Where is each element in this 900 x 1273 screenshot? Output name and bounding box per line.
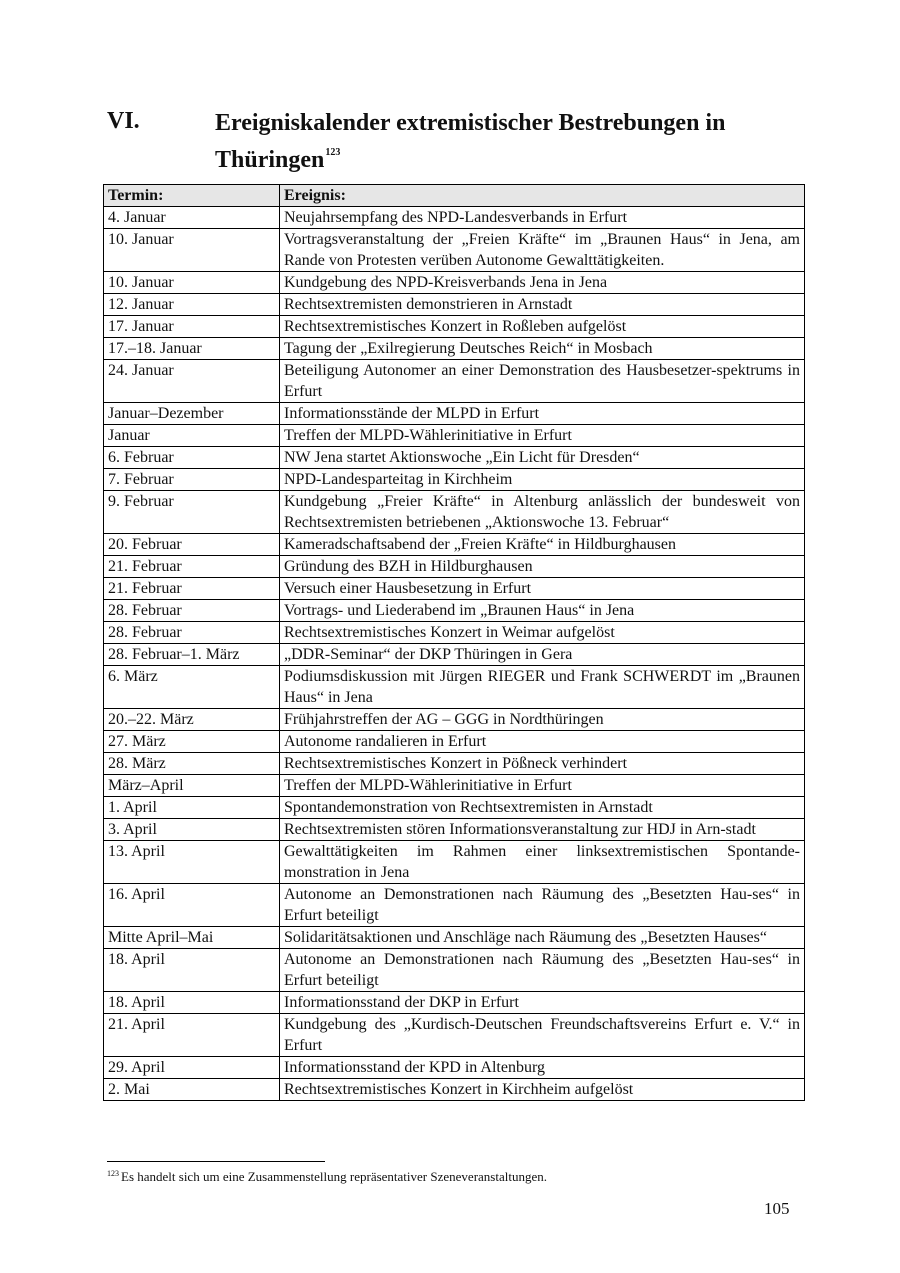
event-date: 20.–22. März [104,709,280,731]
table-row [104,229,805,272]
table-row [104,469,805,491]
event-description: Rechtsextremistisches Konzert in Pößneck verhindert [280,753,805,775]
table-row [104,819,805,841]
event-date: 17. Januar [104,316,280,338]
table-row [104,272,805,294]
event-date: 24. Januar [104,360,280,403]
event-description: Kameradschaftsabend der „Freien Kräfte“ in Hildburghausen [280,534,805,556]
table-row [104,644,805,666]
section-title-text: Ereigniskalender extremistischer Bestrebungen in Thüringen [215,110,726,173]
table-row [104,927,805,949]
event-date: 27. März [104,731,280,753]
event-description: Gründung des BZH in Hildburghausen [280,556,805,578]
table-row [104,578,805,600]
event-description: Vortrags- und Liederabend im „Braunen Haus“ in Jena [280,600,805,622]
event-description: Autonome randalieren in Erfurt [280,731,805,753]
event-date: 7. Februar [104,469,280,491]
table-row [104,207,805,229]
event-description: Tagung der „Exilregierung Deutsches Reich“ in Mosbach [280,338,805,360]
table-row [104,841,805,884]
table-row [104,316,805,338]
header-date: Termin: [104,185,280,207]
event-date: 21. April [104,1014,280,1057]
table-row [104,709,805,731]
event-calendar-table [103,184,805,1101]
footnote-reference: 123 [325,147,341,158]
event-date: 29. April [104,1057,280,1079]
event-date: 28. Februar [104,622,280,644]
table-row [104,884,805,927]
event-date: Januar–Dezember [104,403,280,425]
event-description: Spontandemonstration von Rechtsextremisten in Arnstadt [280,797,805,819]
table-row [104,447,805,469]
table-row [104,338,805,360]
event-description: Informationsstand der DKP in Erfurt [280,992,805,1014]
section-title [215,108,795,175]
table-row [104,1079,805,1101]
event-date: Januar [104,425,280,447]
event-date: 17.–18. Januar [104,338,280,360]
footnote-text: Es handelt sich um eine Zusammenstellung repräsentativer Szeneveranstaltungen. [121,1169,547,1184]
event-date: 20. Februar [104,534,280,556]
event-date: 10. Januar [104,272,280,294]
table-row [104,949,805,992]
table-row [104,534,805,556]
table-row [104,666,805,709]
event-description: Vortragsveranstaltung der „Freien Kräfte“ im „Braunen Haus“ in Jena, am Rande von Protesten verüben Autonome Gewalttätigkeiten. [280,229,805,272]
event-date: 16. April [104,884,280,927]
event-description: Beteiligung Autonomer an einer Demonstration des Hausbesetzer-spektrums in Erfurt [280,360,805,403]
table-row [104,992,805,1014]
event-date: 9. Februar [104,491,280,534]
header-event: Ereignis: [280,185,805,207]
section-number: VI. [107,108,140,134]
event-description: Frühjahrstreffen der AG – GGG in Nordthüringen [280,709,805,731]
event-date: 4. Januar [104,207,280,229]
event-date: 28. März [104,753,280,775]
event-description: Rechtsextremisten demonstrieren in Arnstadt [280,294,805,316]
event-date: Mitte April–Mai [104,927,280,949]
table-row [104,1057,805,1079]
event-description: Autonome an Demonstrationen nach Räumung des „Besetzten Hau-ses“ in Erfurt beteiligt [280,884,805,927]
event-description: Rechtsextremistisches Konzert in Kirchheim aufgelöst [280,1079,805,1101]
table-row [104,360,805,403]
table-row [104,425,805,447]
event-date: 21. Februar [104,578,280,600]
event-date: 12. Januar [104,294,280,316]
event-description: „DDR-Seminar“ der DKP Thüringen in Gera [280,644,805,666]
table-row [104,731,805,753]
footnote-divider [107,1161,325,1162]
event-description: Kundgebung des „Kurdisch-Deutschen Freundschaftsvereins Erfurt e. V.“ in Erfurt [280,1014,805,1057]
event-date: 13. April [104,841,280,884]
event-date: 18. April [104,949,280,992]
table-body [104,207,805,1101]
table-row [104,600,805,622]
event-description: Autonome an Demonstrationen nach Räumung des „Besetzten Hau-ses“ in Erfurt beteiligt [280,949,805,992]
event-date: 28. Februar [104,600,280,622]
table-row [104,294,805,316]
event-date: 18. April [104,992,280,1014]
table-row [104,622,805,644]
event-description: Treffen der MLPD-Wählerinitiative in Erfurt [280,775,805,797]
event-description: Solidaritätsaktionen und Anschläge nach Räumung des „Besetzten Hauses“ [280,927,805,949]
event-description: Kundgebung „Freier Kräfte“ in Altenburg anlässlich der bundesweit von Rechtsextremisten betriebenen „Aktionswoche 13. Februar“ [280,491,805,534]
footnote-number: 123 [107,1169,119,1178]
event-date: 10. Januar [104,229,280,272]
table-row [104,797,805,819]
event-description: NPD-Landesparteitag in Kirchheim [280,469,805,491]
event-date: 3. April [104,819,280,841]
event-description: Treffen der MLPD-Wählerinitiative in Erfurt [280,425,805,447]
event-description: Kundgebung des NPD-Kreisverbands Jena in Jena [280,272,805,294]
event-description: NW Jena startet Aktionswoche „Ein Licht für Dresden“ [280,447,805,469]
event-description: Neujahrsempfang des NPD-Landesverbands in Erfurt [280,207,805,229]
event-description: Informationsstände der MLPD in Erfurt [280,403,805,425]
event-description: Informationsstand der KPD in Altenburg [280,1057,805,1079]
table-row [104,556,805,578]
event-date: 21. Februar [104,556,280,578]
table-row [104,753,805,775]
event-date: 2. Mai [104,1079,280,1101]
event-description: Gewalttätigkeiten im Rahmen einer linksextremistischen Spontande-monstration in Jena [280,841,805,884]
event-date: 6. Februar [104,447,280,469]
table-row [104,403,805,425]
event-description: Rechtsextremistisches Konzert in Roßleben aufgelöst [280,316,805,338]
event-description: Podiumsdiskussion mit Jürgen RIEGER und Frank SCHWERDT im „Braunen Haus“ in Jena [280,666,805,709]
event-date: März–April [104,775,280,797]
table-row [104,1014,805,1057]
table-row [104,775,805,797]
event-description: Versuch einer Hausbesetzung in Erfurt [280,578,805,600]
event-description: Rechtsextremisten stören Informationsveranstaltung zur HDJ in Arn-stadt [280,819,805,841]
event-date: 6. März [104,666,280,709]
table-header-row [104,185,805,207]
event-description: Rechtsextremistisches Konzert in Weimar aufgelöst [280,622,805,644]
footnote [107,1169,547,1185]
event-date: 28. Februar–1. März [104,644,280,666]
page-number: 105 [764,1199,790,1218]
event-date: 1. April [104,797,280,819]
table-row [104,491,805,534]
